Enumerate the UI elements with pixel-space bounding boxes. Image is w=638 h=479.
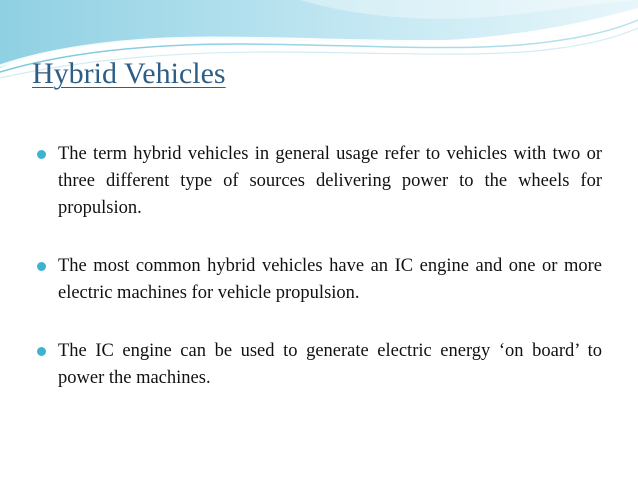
bullet-dot-icon [37,347,46,356]
bullet-text: The most common hybrid vehicles have an IC engine and one or more electric machines for vehicle propulsion. [58,256,602,303]
bullet-dot-icon [37,262,46,271]
slide-title: Hybrid Vehicles [32,57,226,90]
bullet-text: The IC engine can be used to generate electric energy ‘on board’ to power the machines. [58,341,602,388]
bullet-dot-icon [37,150,46,159]
bullet-item [36,338,602,392]
bullet-item [36,141,602,222]
bullet-list [36,141,602,423]
bullet-item [36,253,602,307]
bullet-text: The term hybrid vehicles in general usage refer to vehicles with two or three different type of sources delivering power to the wheels for propulsion. [58,144,602,218]
